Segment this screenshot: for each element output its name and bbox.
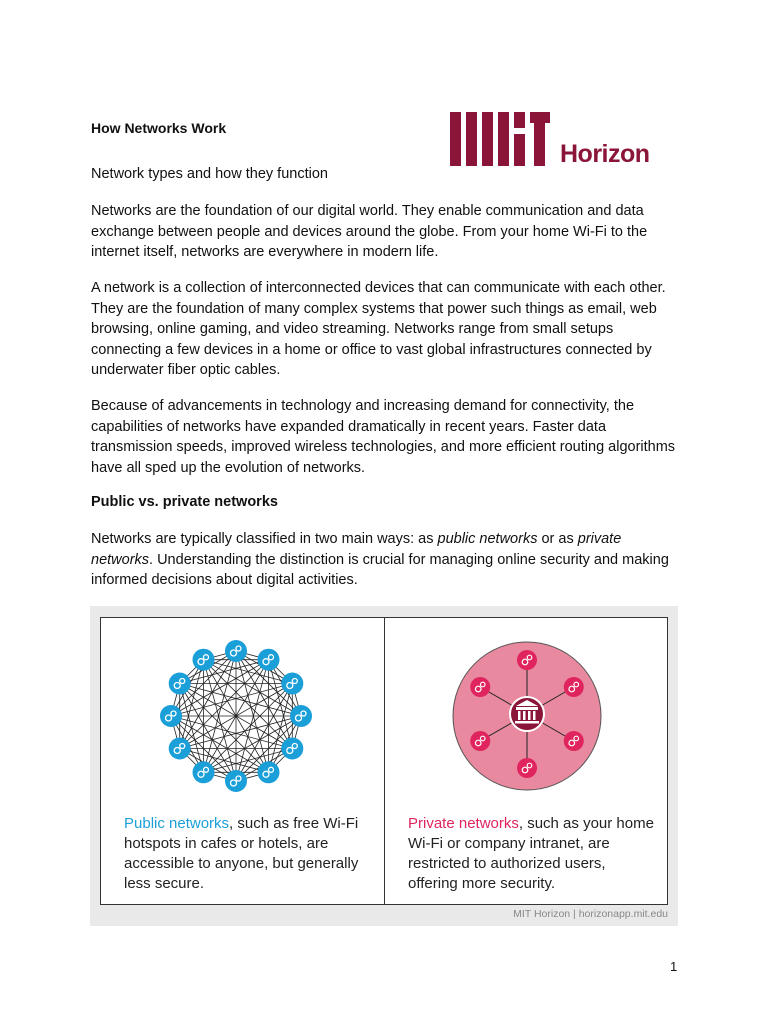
classification-paragraph (91, 529, 681, 591)
device-node-icon (169, 738, 191, 760)
private-networks-term: private networks (91, 531, 622, 568)
public-network-caption (124, 814, 374, 894)
public-networks-term: public networks (437, 531, 538, 547)
intro-paragraph: Networks are the foundation of our digital world. They enable communication and data exchange between people and devices around the globe. From your home Wi-Fi to the internet itself, networks are everywhere in modern life. (91, 203, 648, 260)
device-node-icon (564, 677, 584, 697)
device-node-icon (517, 758, 537, 778)
advancements-paragraph: Because of advancements in technology and increasing demand for connectivity, the capabilities of networks have expanded dramatically in recent years. Faster data transmission speeds, improved wireless technologies, and more efficient routing algorithms have all sped up the evolution of networks. (91, 398, 676, 476)
classification-text-middle: or as (537, 531, 578, 547)
device-node-icon (564, 731, 584, 751)
document-subtitle: Network types and how they function (91, 166, 328, 182)
device-node-icon (169, 673, 191, 695)
device-node-icon (225, 640, 247, 662)
device-node-icon (470, 731, 490, 751)
document-title: How Networks Work (91, 120, 227, 136)
device-node-icon (281, 673, 303, 695)
device-node-icon (290, 705, 312, 727)
private-network-caption (408, 814, 658, 894)
public-networks-label: Public networks (124, 815, 230, 832)
device-node-icon (225, 770, 247, 792)
private-network-diagram (453, 642, 601, 790)
device-node-icon (193, 649, 215, 671)
device-node-icon (470, 677, 490, 697)
logo-wordmark: Horizon (560, 140, 650, 168)
figure-credit: MIT Horizon | horizonapp.mit.edu (513, 908, 668, 920)
device-node-icon (258, 649, 280, 671)
classification-text-before: Networks are typically classified in two main ways: as (91, 531, 438, 547)
definition-paragraph: A network is a collection of interconnected devices that can communicate with each other. They are the foundation of many complex systems that power such things as email, web browsing, online gaming, and video streaming. Networks range from small setups connecting a few devices in a home or office to vast global infrastructures connected by underwater fiber optic cables. (91, 280, 666, 378)
device-node-icon (193, 761, 215, 783)
device-node-icon (517, 650, 537, 670)
private-networks-description: , such as your home Wi-Fi or company intranet, are restricted to authorized users, offering more security. (408, 815, 654, 892)
bank-icon (510, 697, 544, 731)
public-mesh-lines (171, 651, 301, 781)
private-networks-label: Private networks (408, 815, 519, 832)
device-node-icon (258, 761, 280, 783)
section-heading: Public vs. private networks (91, 494, 278, 510)
classification-text-after: . Understanding the distinction is crucial for managing online security and making informed decisions about digital activities. (91, 551, 669, 588)
page-number: 1 (670, 959, 678, 974)
public-networks-description: , such as free Wi-Fi hotspots in cafes or hotels, are accessible to anyone, but generally less secure. (124, 815, 359, 892)
device-node-icon (281, 738, 303, 760)
device-node-icon (160, 705, 182, 727)
